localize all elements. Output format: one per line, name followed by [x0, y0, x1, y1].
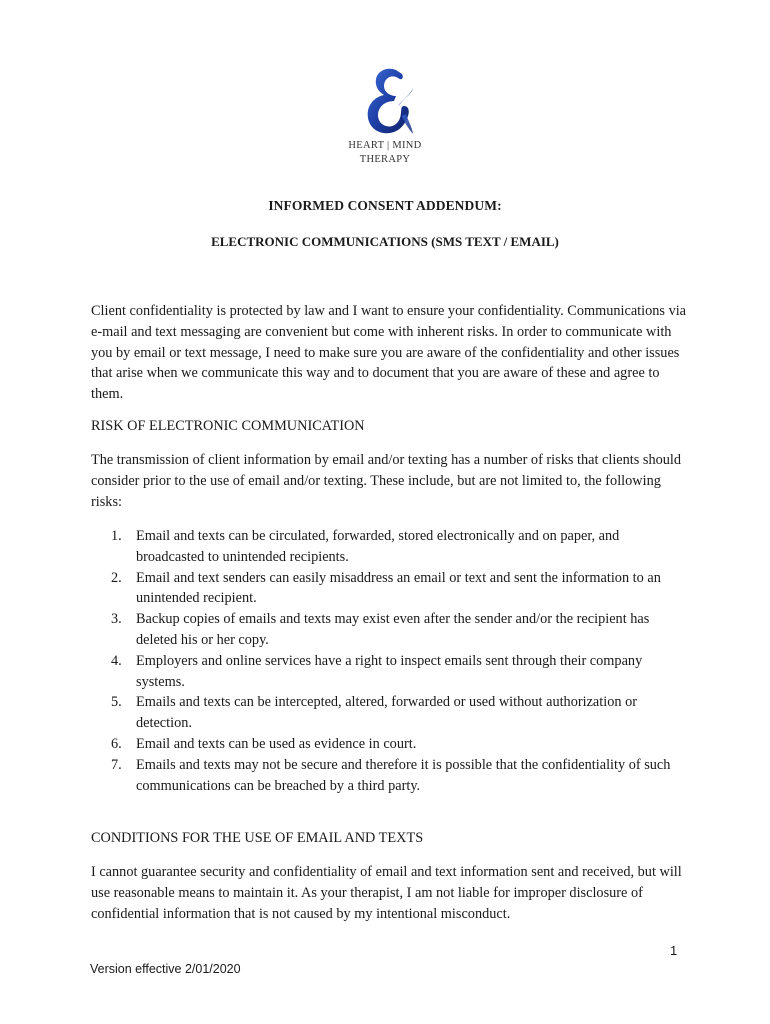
list-item-number: 4. — [111, 652, 122, 669]
list-item — [91, 526, 687, 568]
list-item-number: 7. — [111, 756, 122, 773]
list-item-text: Backup copies of emails and texts may exist even after the sender and/or the recipient has deleted his or her copy. — [136, 611, 650, 648]
list-item — [91, 651, 687, 693]
risk-list — [91, 526, 687, 796]
list-item-text: Email and texts can be used as evidence in court. — [136, 735, 417, 752]
list-item-text: Emails and texts can be intercepted, altered, forwarded or used without authorization or detection. — [136, 694, 638, 732]
list-item-number: 5. — [111, 694, 122, 711]
list-item-text: Employers and online services have a right to inspect emails sent through their company systems. — [136, 652, 643, 690]
intro-paragraph: Client confidentiality is protected by law and I want to ensure your confidentiality. Communications via e-mail and text messaging are convenient but come with inherent risks. In order to communicate with you by email or text message, I need to make sure you are aware of the confidentiality and other issues that arise when we communicate this way and to document that you are aware of these and agree to them. — [91, 303, 687, 403]
list-item — [91, 568, 687, 610]
list-item-number: 1. — [111, 528, 122, 544]
risk-heading: RISK OF ELECTRONIC COMMUNICATION — [91, 418, 365, 434]
list-item-text: Emails and texts may not be secure and therefore it is possible that the confidentiality of such communications can be breached by a third party. — [136, 756, 671, 794]
list-item — [91, 755, 687, 797]
page-number: 1 — [670, 943, 678, 958]
list-item — [91, 609, 687, 651]
conditions-heading: CONDITIONS FOR THE USE OF EMAIL AND TEXTS — [91, 830, 424, 846]
list-item-number: 3. — [111, 611, 122, 628]
conditions-paragraph: I cannot guarantee security and confidentiality of email and text information sent and received, but will use reasonable means to maintain it. As your therapist, I am not liable for improper disclosure of confidential information that is not caused by my intentional misconduct. — [91, 864, 682, 922]
logo-text-line1: HEART | MIND — [348, 140, 422, 151]
version-footer: Version effective 2/01/2020 — [90, 962, 241, 976]
document-title: INFORMED CONSENT ADDENDUM: — [268, 198, 502, 213]
list-item-number: 2. — [111, 569, 122, 586]
logo-text-line2: THERAPY — [359, 154, 411, 165]
risk-intro-paragraph: The transmission of client information by email and/or texting has a number of risks that clients should consider prior to the use of email and/or texting. These include, but are not limited to, the following risks: — [91, 452, 682, 510]
list-item-text: Email and texts can be circulated, forwarded, stored electronically and on paper, and broadcasted to unintended recipients. — [136, 528, 620, 565]
document-subtitle: ELECTRONIC COMMUNICATIONS (SMS TEXT / EMAIL) — [211, 234, 559, 249]
list-item — [91, 734, 687, 755]
logo — [345, 66, 425, 176]
list-item-text: Email and text senders can easily misaddress an email or text and sent the information to an unintended recipient. — [136, 569, 661, 607]
list-item — [91, 692, 687, 734]
ampersand-logo-icon — [356, 66, 414, 138]
list-item-number: 6. — [111, 735, 122, 752]
